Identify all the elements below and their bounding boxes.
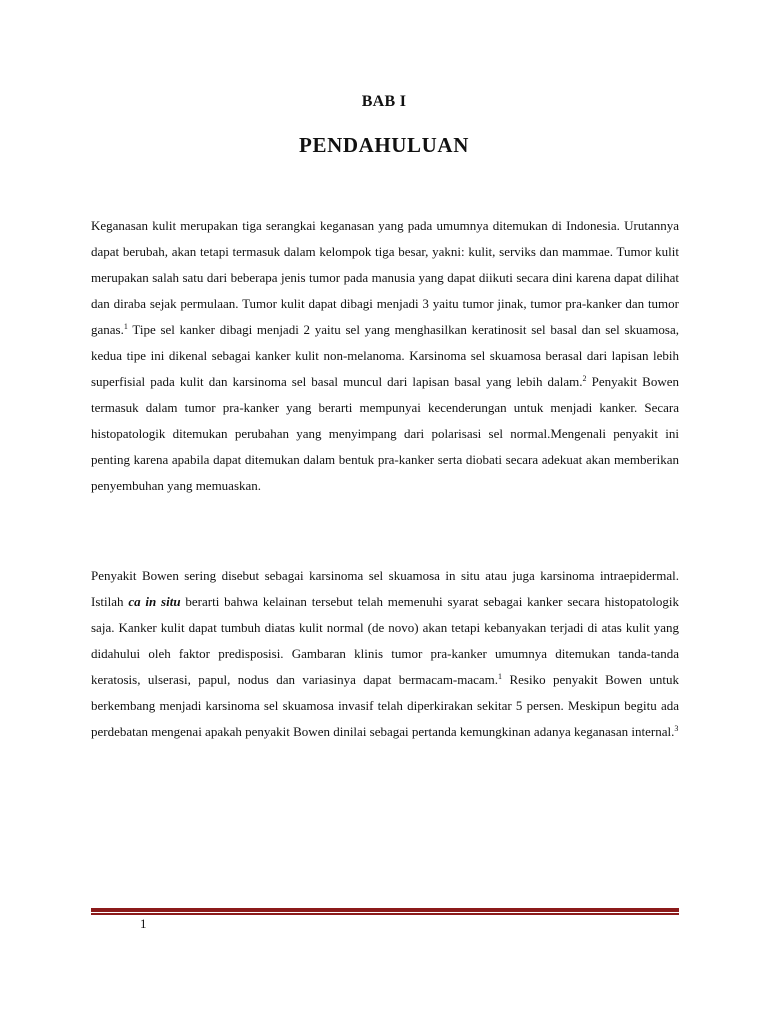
paragraph-1-text-c: Penyakit Bowen termasuk dalam tumor pra-kanker yang berarti mempunyai kecenderungan untuk menjadi kanker. Secara histopatologik ditemukan perubahan yang menyimpang dari polarisasi sel normal.Mengenali penyakit ini penting karena apabila dapat ditemukan dalam bentuk pra-kanker serta diobati secara adekuat akan memberikan penyembuhan yang memuaskan.	[91, 374, 679, 493]
page-number: 1	[140, 916, 147, 931]
footnote-ref: 3	[674, 724, 679, 733]
term-ca-in-situ: ca in situ	[128, 594, 181, 609]
paragraph-2-text-a: Penyakit Bowen sering disebut sebagai karsinoma sel skuamosa in situ atau juga karsinoma intraepidermal. Istilah	[91, 568, 679, 609]
chapter-label: BAB I	[361, 93, 407, 110]
page-title: PENDAHULUAN	[299, 133, 469, 157]
footnote-ref: 1	[123, 322, 128, 331]
footer-rule-thick	[91, 908, 679, 912]
footnote-ref: 1	[498, 672, 503, 681]
footer-rule-thin	[91, 913, 679, 915]
paragraph-2-text-c: Resiko penyakit Bowen untuk berkembang menjadi karsinoma sel skuamosa invasif telah diperkirakan sekitar 5 persen. Meskipun begitu ada perdebatan mengenai apakah penyakit Bowen dinilai sebagai pertanda kemungkinan adanya keganasan internal.	[91, 672, 679, 739]
paragraph-1-text-b: Tipe sel kanker dibagi menjadi 2 yaitu sel yang menghasilkan keratinosit sel basal dan sel skuamosa, kedua tipe ini dikenal sebagai kanker kulit non-melanoma. Karsinoma sel skuamosa berasal dari lapisan lebih superfisial pada kulit dan karsinoma sel basal muncul dari lapisan basal yang lebih dalam.	[91, 322, 679, 389]
paragraph-2	[91, 563, 679, 745]
paragraph-1-text-a: Keganasan kulit merupakan tiga serangkai keganasan yang pada umumnya ditemukan di Indonesia. Urutannya dapat berubah, akan tetapi termasuk dalam kelompok tiga besar, yakni: kulit, serviks dan mammae. Tumor kulit merupakan salah satu dari beberapa jenis tumor pada manusia yang dapat diikuti secara dini karena dapat dilihat dan diraba sejak permulaan. Tumor kulit dapat dibagi menjadi 3 yaitu tumor jinak, tumor pra-kanker dan tumor ganas.	[91, 218, 679, 337]
paragraph-1	[91, 213, 679, 499]
footnote-ref: 2	[582, 374, 587, 383]
footer-rule	[91, 908, 679, 916]
paragraph-2-text-b: berarti bahwa kelainan tersebut telah memenuhi syarat sebagai kanker secara histopatologik saja. Kanker kulit dapat tumbuh diatas kulit normal (de novo) akan tetapi kebanyakan terjadi di atas kulit yang didahului oleh faktor predisposisi. Gambaran klinis tumor pra-kanker umumnya ditemukan tanda-tanda keratosis, ulserasi, papul, nodus dan variasinya dapat bermacam-macam.	[91, 594, 679, 687]
